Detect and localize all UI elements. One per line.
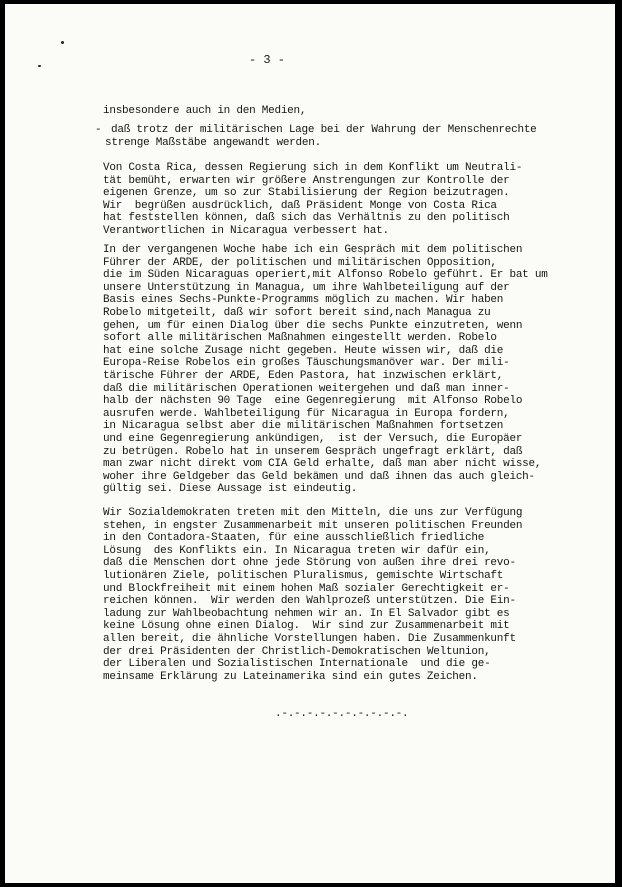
- text-line: ausrufen werde. Wahlbeteiligung für Nicaragua in Europa fordern,: [103, 407, 510, 420]
- text-line: meinsame Erklärung zu Lateinamerika sind ein gutes Zeichen.: [103, 670, 478, 683]
- text-line: und Blockfreiheit mit einem hohen Maß sozialer Gerechtigkeit er-: [103, 582, 510, 595]
- text-line: Lösung des Konflikts ein. In Nicaragua treten wir dafür ein,: [103, 544, 491, 557]
- text-line: unsere Unterstützung in Managua, um ihre Wahlbeteiligung auf der: [103, 281, 510, 294]
- scan-speck: [38, 65, 41, 67]
- text-line: in den Contadora-Staaten, für eine ausschließlich friedliche: [103, 532, 485, 545]
- text-line: und eine Gegenregierung ankündigen, ist der Versuch, die Europäer: [103, 432, 523, 445]
- paragraph-sozialdemokraten: [103, 507, 522, 683]
- document-page: [5, 4, 615, 883]
- text-line: gültig sei. Diese Aussage ist eindeutig.: [103, 483, 358, 496]
- text-line: Verantwortlichen in Nicaragua verbessert hat.: [103, 224, 389, 237]
- text-line: allen bereit, die ähnliche Vorstellungen haben. Die Zusammenkunft: [103, 632, 516, 645]
- text-line: hat eine solche Zusage nicht gegeben. Heute wissen wir, daß die: [103, 344, 504, 357]
- text-line: tärische Führer der ARDE, Eden Pastora, hat inzwischen erklärt,: [103, 369, 504, 382]
- scan-speck: [61, 41, 64, 44]
- text-line: Wir Sozialdemokraten treten mit den Mitteln, die uns zur Verfügung: [103, 507, 523, 519]
- intro-line: insbesondere auch in den Medien,: [103, 105, 307, 117]
- paragraph-costa-rica: [103, 162, 522, 238]
- bullet-dash: -: [95, 124, 102, 136]
- text-line: halb der nächsten 90 Tage eine Gegenregierung mit Alfonso Robelo: [103, 395, 523, 408]
- text-line: Von Costa Rica, dessen Regierung sich in dem Konflikt um Neutrali-: [103, 162, 523, 174]
- text-line: sofort alle militärischen Maßnahmen eingestellt werden. Robelo: [103, 332, 497, 345]
- text-line: lutionären Ziele, politischen Pluralismus, gemischte Wirtschaft: [103, 569, 504, 582]
- end-marker: .-.-.-.-.-.-.-.-.-.-.: [275, 708, 409, 720]
- text-line: reichen können. Wir werden den Wahlprozeß unterstützen. Die Ein-: [103, 595, 516, 608]
- text-line: eigenen Grenze, um so zur Stabilisierung der Region beizutragen.: [103, 187, 510, 200]
- text-line: die im Süden Nicaraguas operiert,mit Alfonso Robelo geführt. Er bat um: [103, 269, 548, 282]
- text-line: Europa-Reise Robelos ein großes Täuschungsmanöver war. Der mili-: [103, 357, 510, 370]
- text-line: hat feststellen können, daß sich das Verhältnis zu den politisch: [103, 212, 510, 225]
- page-number: - 3 -: [249, 53, 286, 67]
- text-line: keine Lösung ohne einen Dialog. Wir sind zur Zusammenarbeit mit: [103, 620, 510, 633]
- text-line: Wir begrüßen ausdrücklich, daß Präsident Monge von Costa Rica: [103, 199, 497, 212]
- text-line: In der vergangenen Woche habe ich ein Gespräch mit dem politischen: [103, 244, 523, 256]
- text-line: der Liberalen und Sozialistischen Internationale und die ge-: [103, 658, 491, 671]
- text-line: strenge Maßstäbe angewandt werden.: [105, 136, 321, 149]
- text-line: Robelo mitgeteilt, daß wir sofort bereit sind,nach Managua zu: [103, 306, 491, 319]
- text-line: Basis eines Sechs-Punkte-Programms möglich zu machen. Wir haben: [103, 294, 504, 307]
- text-line: gehen, um für einen Dialog über die sechs Punkte einzutreten, wenn: [103, 319, 523, 332]
- text-line: Führer der ARDE, der politischen und militärischen Opposition,: [103, 256, 497, 269]
- text-line: daß die militärischen Operationen weitergehen und daß man inner-: [103, 382, 510, 395]
- text-line: tät bemüht, erwarten wir größere Anstrengungen zur Kontrolle der: [103, 174, 510, 187]
- text-line: daß die Menschen dort ohne jede Störung von außen ihre drei revo-: [103, 557, 516, 570]
- text-line: woher ihre Geldgeber das Geld bekämen und daß ihnen das auch gleich-: [103, 470, 535, 483]
- text-line: stehen, in engster Zusammenarbeit mit unseren politischen Freunden: [103, 519, 523, 532]
- text-line: man zwar nicht direkt vom CIA Geld erhalte, daß man aber nicht wisse,: [103, 458, 542, 471]
- text-line: in Nicaragua selbst aber die militärischen Maßnahmen fortsetzen: [103, 420, 504, 433]
- bullet-text: [105, 124, 537, 149]
- text-line: ladung zur Wahlbeobachtung nehmen wir an. In El Salvador gibt es: [103, 607, 510, 620]
- text-line: daß trotz der militärischen Lage bei der Wahrung der Menschenrechte: [111, 124, 537, 136]
- text-line: der drei Präsidenten der Christlich-Demokratischen Weltunion,: [103, 645, 491, 658]
- text-line: zu betrügen. Robelo hat in unserem Gespräch ungefragt erklärt, daß: [103, 445, 523, 458]
- paragraph-arde-robelo: [103, 244, 548, 496]
